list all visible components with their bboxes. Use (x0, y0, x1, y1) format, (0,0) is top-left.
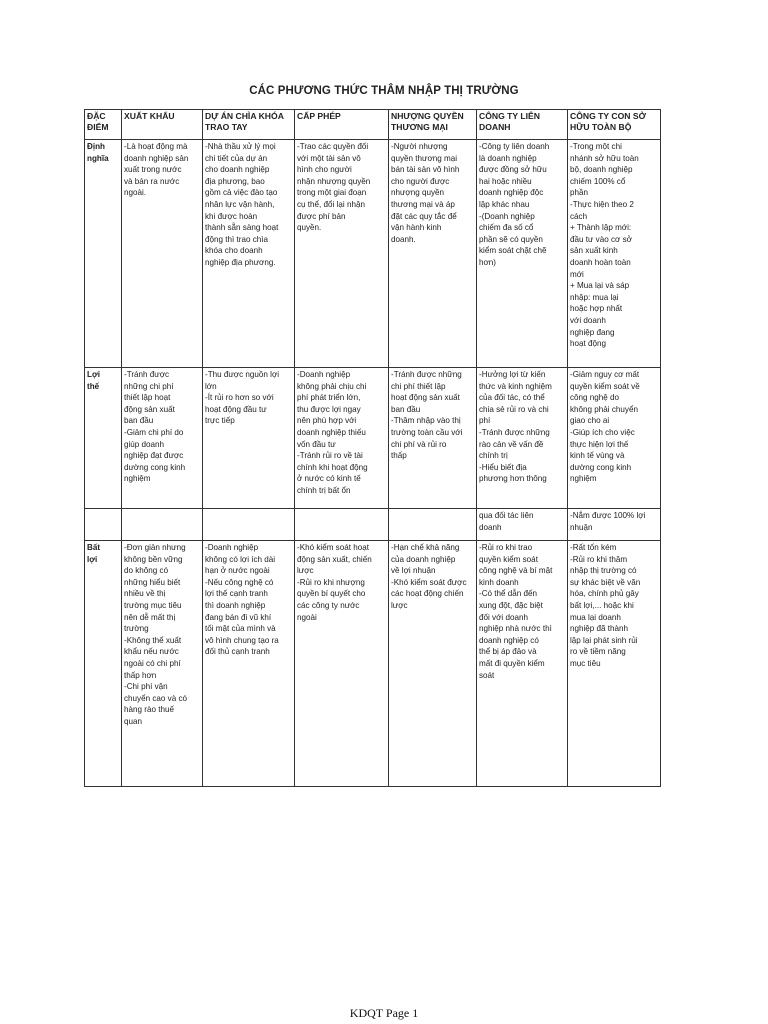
cell-advantage-wholly-owned: -Giảm nguy cơ mất quyền kiểm soát về công nghệ do không phải chuyển giao cho ai -Giúp ích cho việc thực hiện lợi thế kinh tế vùng và dường cong kinh nghiệm (568, 368, 661, 509)
row-label-disadvantage: Bất lợi (85, 541, 122, 787)
cell-advantage-joint-venture-cont: qua đối tác liên doanh (477, 509, 568, 541)
cell-cont-licensing (295, 509, 389, 541)
header-joint-venture: CÔNG TY LIÊN DOANH (477, 110, 568, 140)
market-entry-table (84, 109, 661, 787)
cell-cont-franchising (389, 509, 477, 541)
cell-advantage-joint-venture: -Hưởng lợi từ kiến thức và kinh nghiệm của đối tác, có thể chia sẻ rủi ro và chi phí -Tránh được những rào cản về vấn đề chính trị -Hiểu biết địa phương hơn thông (477, 368, 568, 509)
header-characteristic: ĐẶC ĐIỂM (85, 110, 122, 140)
page-footer: KDQT Page 1 (349, 1006, 419, 1020)
table-row-advantage-continued (85, 509, 661, 541)
cell-cont-turnkey (203, 509, 295, 541)
header-licensing: CẤP PHÉP (295, 110, 389, 140)
table-row-advantage (85, 368, 661, 509)
row-label-definition: Định nghĩa (85, 140, 122, 368)
cell-definition-franchising: -Người nhượng quyền thương mại bán tài sản vô hình cho người được nhượng quyền thương mại và áp đặt các quy tắc để vận hành kinh doanh. (389, 140, 477, 368)
header-franchising: NHƯỢNG QUYỀN THƯƠNG MẠI (389, 110, 477, 140)
header-wholly-owned: CÔNG TY CON SỞ HỮU TOÀN BỘ (568, 110, 661, 140)
cell-disadvantage-licensing: -Khó kiểm soát hoạt động sản xuất, chiến lược -Rủi ro khi nhượng quyền bí quyết cho các công ty nước ngoài (295, 541, 389, 787)
cell-disadvantage-joint-venture: -Rủi ro khi trao quyền kiểm soát công nghệ và bí mật kinh doanh -Có thể dẫn đến xung đột, đặc biệt đối với doanh nghiệp nhà nước thì doanh nghiệp có thể bị áp đảo và mất đi quyền kiểm soát (477, 541, 568, 787)
cell-definition-export: -Là hoạt động mà doanh nghiệp sản xuất trong nước và bán ra nước ngoài. (122, 140, 203, 368)
table-row-disadvantage (85, 541, 661, 787)
cell-cont-label (85, 509, 122, 541)
cell-advantage-wholly-owned-cont: -Nắm được 100% lợi nhuận (568, 509, 661, 541)
cell-definition-joint-venture: -Công ty liên doanh là doanh nghiệp được đồng sở hữu hai hoặc nhiều doanh nghiệp độc lập khác nhau -(Doanh nghiệp chiếm đa số cổ phần sẽ có quyền kiểm soát chặt chẽ hơn) (477, 140, 568, 368)
cell-cont-export (122, 509, 203, 541)
cell-advantage-franchising: -Tránh được những chi phí thiết lập hoạt động sản xuất ban đầu -Thâm nhập vào thị trường toàn cầu với chi phí và rủi ro thấp (389, 368, 477, 509)
cell-advantage-licensing: -Doanh nghiệp không phải chịu chi phí phát triển lớn, thu được lợi ngay nên phù hợp với doanh nghiệp thiếu vốn đầu tư -Tránh rủi ro về tài chính khi hoạt động ở nước có kinh tế chính trị bất ổn (295, 368, 389, 509)
header-turnkey: DỰ ÁN CHÌA KHÓA TRAO TAY (203, 110, 295, 140)
cell-advantage-turnkey: -Thu được nguồn lợi lớn -Ít rủi ro hơn so với hoạt động đầu tư trực tiếp (203, 368, 295, 509)
cell-definition-turnkey: -Nhà thầu xử lý mọi chi tiết của dự án cho doanh nghiệp địa phương, bao gồm cả việc đào tạo nhân lực vận hành, khi được hoàn thành sẵn sàng hoạt động thì trao chìa khóa cho doanh nghiệp địa phương. (203, 140, 295, 368)
table-header-row (85, 110, 661, 140)
cell-definition-licensing: -Trao các quyền đối với một tài sản vô hình cho người nhận nhượng quyền trong một giai đoạn cụ thể, đổi lại nhận được phí bản quyền. (295, 140, 389, 368)
cell-disadvantage-export: -Đơn giản nhưng không bền vững do không có những hiểu biết nhiều về thị trường mục tiêu nên dễ mất thị trường -Không thể xuất khẩu nếu nước ngoài có chi phí thấp hơn -Chi phí vận chuyển cao và có hàng rào thuế quan (122, 541, 203, 787)
table-row-definition (85, 140, 661, 368)
document-title: CÁC PHƯƠNG THỨC THÂM NHẬP THỊ TRƯỜNG (249, 85, 519, 97)
cell-disadvantage-wholly-owned: -Rất tốn kém -Rủi ro khi thâm nhập thị trường có sự khác biệt về văn hóa, chính phủ gây bất lợi,... hoặc khi mua lại doanh nghiệp đã thành lập lại phát sinh rủi ro về tiềm năng mục tiêu (568, 541, 661, 787)
cell-disadvantage-franchising: -Hạn chế khả năng của doanh nghiệp về lợi nhuận -Khó kiểm soát được các hoạt động chiến lược (389, 541, 477, 787)
cell-disadvantage-turnkey: -Doanh nghiệp không có lợi ích dài hạn ở nước ngoài -Nếu công nghệ có lợi thế cạnh tranh thì doanh nghiệp đang bán đi vũ khí tối mật của mình và vô hình chung tạo ra đối thủ cạnh tranh (203, 541, 295, 787)
row-label-advantage: Lợi thế (85, 368, 122, 509)
cell-definition-wholly-owned: -Trong một chi nhánh sở hữu toàn bộ, doanh nghiệp chiếm 100% cổ phần -Thực hiện theo 2 cách + Thành lập mới: đầu tư vào cơ sở sản xuất kinh doanh hoàn toàn mới + Mua lại và sáp nhập: mua lại hoặc hợp nhất với doanh nghiệp đang hoạt động (568, 140, 661, 368)
cell-advantage-export: -Tránh được những chi phí thiết lập hoạt động sản xuất ban đầu -Giảm chi phí do giúp doanh nghiệp đạt được dường cong kinh nghiệm (122, 368, 203, 509)
header-export: XUẤT KHẨU (122, 110, 203, 140)
